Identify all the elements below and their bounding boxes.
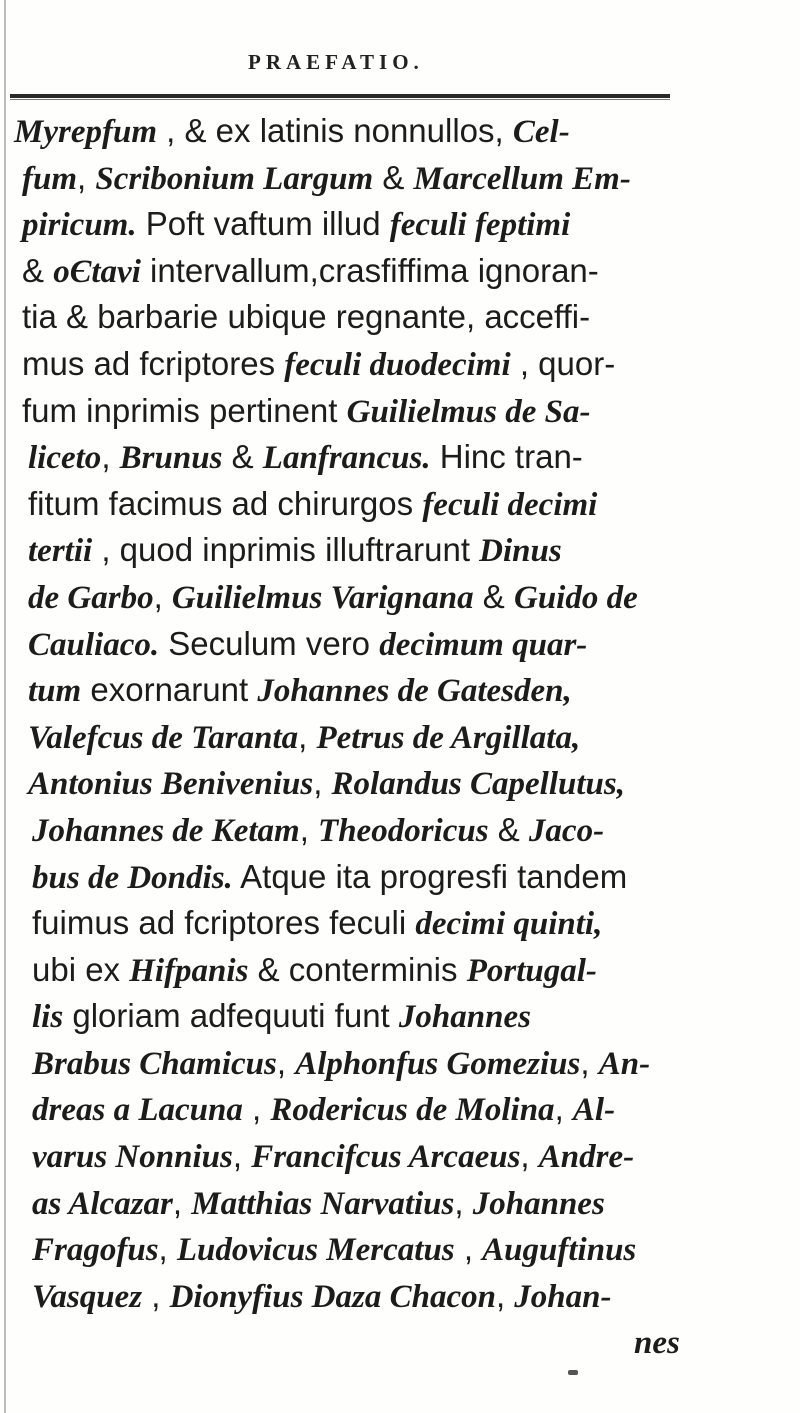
text-line [14,1180,714,1227]
catchword [14,1319,714,1366]
italic-segment: Johan- [514,1278,612,1315]
italic-segment: fum [22,160,78,197]
text-segment: , [313,764,332,802]
text-segment: & [222,438,263,476]
italic-segment: Al- [572,1092,616,1129]
text-line [14,621,714,668]
italic-segment: Fragofus [32,1232,159,1269]
italic-segment: lis [32,999,64,1036]
italic-segment: Rolandus Capellutus, [331,766,625,803]
text-segment: , [142,1276,170,1314]
italic-segment: Rodericus de Molina [270,1092,555,1129]
italic-segment: Cel- [512,114,570,150]
italic-segment: feculi duodecimi [284,346,511,383]
text-line [14,714,714,761]
italic-segment: Johannes de Ketam [32,812,300,849]
text-segment: , [580,1043,599,1081]
text-segment: , [454,1230,483,1268]
text-segment: , [77,158,96,196]
italic-segment: Johannes de Gatesden, [257,673,572,710]
text-segment: , [298,717,317,755]
text-line [14,294,714,341]
italic-segment: Johannes [398,999,531,1036]
text-segment: & [473,577,514,615]
italic-segment: Myrepfum [14,114,157,150]
italic-segment: oЄtavi [53,253,141,290]
text-segment: Atque ita progresfi tandem [232,857,628,895]
text-segment: , [520,1137,539,1175]
text-segment: & [373,158,414,196]
text-line [14,807,714,854]
text-line [14,388,714,435]
text-line [14,108,714,155]
italic-segment: Guilielmus Varignana [171,579,474,616]
italic-segment: Francifcus Arcaeus [251,1139,521,1176]
text-line [14,760,714,807]
header-rule [10,94,670,98]
text-segment: mus ad fcriptores [22,344,285,382]
italic-segment: piricum. [22,207,137,244]
text-line [14,1133,714,1180]
italic-segment: decimi quinti, [415,906,603,943]
text-segment: , [554,1090,573,1128]
italic-segment: Brunus [119,440,223,477]
italic-segment: Ludovicus Mercatus [176,1232,455,1269]
italic-segment: Vasquez [32,1278,143,1315]
italic-segment: Andre- [538,1139,635,1176]
italic-segment: Alphonfus Gomezius [295,1045,581,1082]
italic-segment: Dinus [479,533,562,570]
italic-segment: Petrus de Argillata, [316,719,581,756]
text-segment: fitum facimus ad chirurgos [28,484,423,522]
italic-segment: as Alcazar [32,1185,173,1222]
text-line [14,1273,714,1320]
page-gutter-edge [4,0,6,1413]
running-head: PRAEFATIO. [248,50,424,74]
text-line [14,201,714,248]
italic-segment: feculi decimi [422,486,598,523]
text-segment: , [158,1230,177,1268]
text-segment: intervallum,crasfiffima ignoran- [140,251,599,289]
italic-segment: Matthias Narvatius [191,1185,455,1222]
text-line [14,947,714,994]
italic-segment: Brabus Chamicus [32,1045,277,1082]
catchword-text: nes [634,1325,680,1362]
text-line [14,1226,714,1273]
italic-segment: Valefcus de Taranta [28,719,299,756]
italic-segment: An- [598,1045,651,1082]
text-segment: tia & barbarie ubique regnante, acceffi- [22,298,591,336]
header-rule-thin [10,99,670,100]
italic-segment: liceto [28,440,102,477]
italic-segment: Auguftinus [482,1232,637,1269]
text-segment: , [454,1183,473,1221]
text-line [14,248,714,295]
text-line [14,854,714,901]
text-segment: & [22,251,54,289]
text-segment: Seculum vero [159,624,380,662]
text-segment: Poft vaftum illud [136,205,390,243]
italic-segment: tum [28,673,82,710]
text-segment: , quod inprimis illuftrarunt [92,531,480,569]
italic-segment: Dionyfius Daza Chacon [169,1278,496,1315]
italic-segment: feculi feptimi [389,207,571,244]
italic-segment: decimum quar- [379,626,588,663]
text-segment: , & ex latinis nonnullos, [157,112,513,149]
text-segment: , quor- [510,344,616,382]
italic-segment: Jaco- [528,812,605,849]
italic-segment: Guilielmus de Sa- [346,393,591,430]
text-line [14,155,714,202]
italic-segment: Scribonium Largum [95,160,374,197]
italic-segment: varus Nonnius [32,1139,233,1176]
text-segment: gloriam adfequuti funt [63,997,399,1035]
text-segment: , [232,1137,252,1175]
italic-segment: Lanfrancus. [262,440,431,477]
italic-segment: Marcellum Em- [413,160,631,197]
text-segment: exornarunt [81,671,258,709]
text-line [14,481,714,528]
body-text [14,108,714,1366]
text-segment: fuimus ad fcriptores feculi [32,904,416,942]
italic-segment: Cauliaco. [28,626,160,663]
text-segment: fum inprimis pertinent [22,391,347,429]
text-segment: Hinc tran- [430,438,583,476]
italic-segment: Guido de [513,579,638,616]
text-segment: , [276,1043,296,1081]
text-line [14,434,714,481]
text-line [14,527,714,574]
text-segment: , [242,1090,271,1128]
text-line [14,900,714,947]
text-lines [14,108,714,1319]
text-segment: & [488,810,529,848]
italic-segment: Johannes [472,1185,605,1222]
text-line [14,341,714,388]
text-segment: , [153,577,172,615]
text-segment: ubi ex [32,950,130,988]
italic-segment: Hifpanis [129,952,249,989]
italic-segment: de Garbo [28,579,154,616]
text-line [14,667,714,714]
text-line [14,574,714,621]
italic-segment: Theodoricus [318,812,489,849]
italic-segment: tertii [28,533,93,570]
italic-segment: Antonius Benivenius [28,766,314,803]
text-line [14,1086,714,1133]
text-line [14,1040,714,1087]
italic-segment: dreas a Lacuna [32,1092,243,1129]
italic-segment: Portugal- [466,952,597,989]
text-segment: , [172,1183,192,1221]
italic-segment: bus de Dondis. [32,859,233,896]
text-line [14,993,714,1040]
text-segment: & conterminis [248,950,467,988]
ink-blot [568,1370,578,1375]
text-segment: , [299,810,319,848]
text-segment: , [101,438,120,476]
text-segment: , [495,1276,515,1314]
